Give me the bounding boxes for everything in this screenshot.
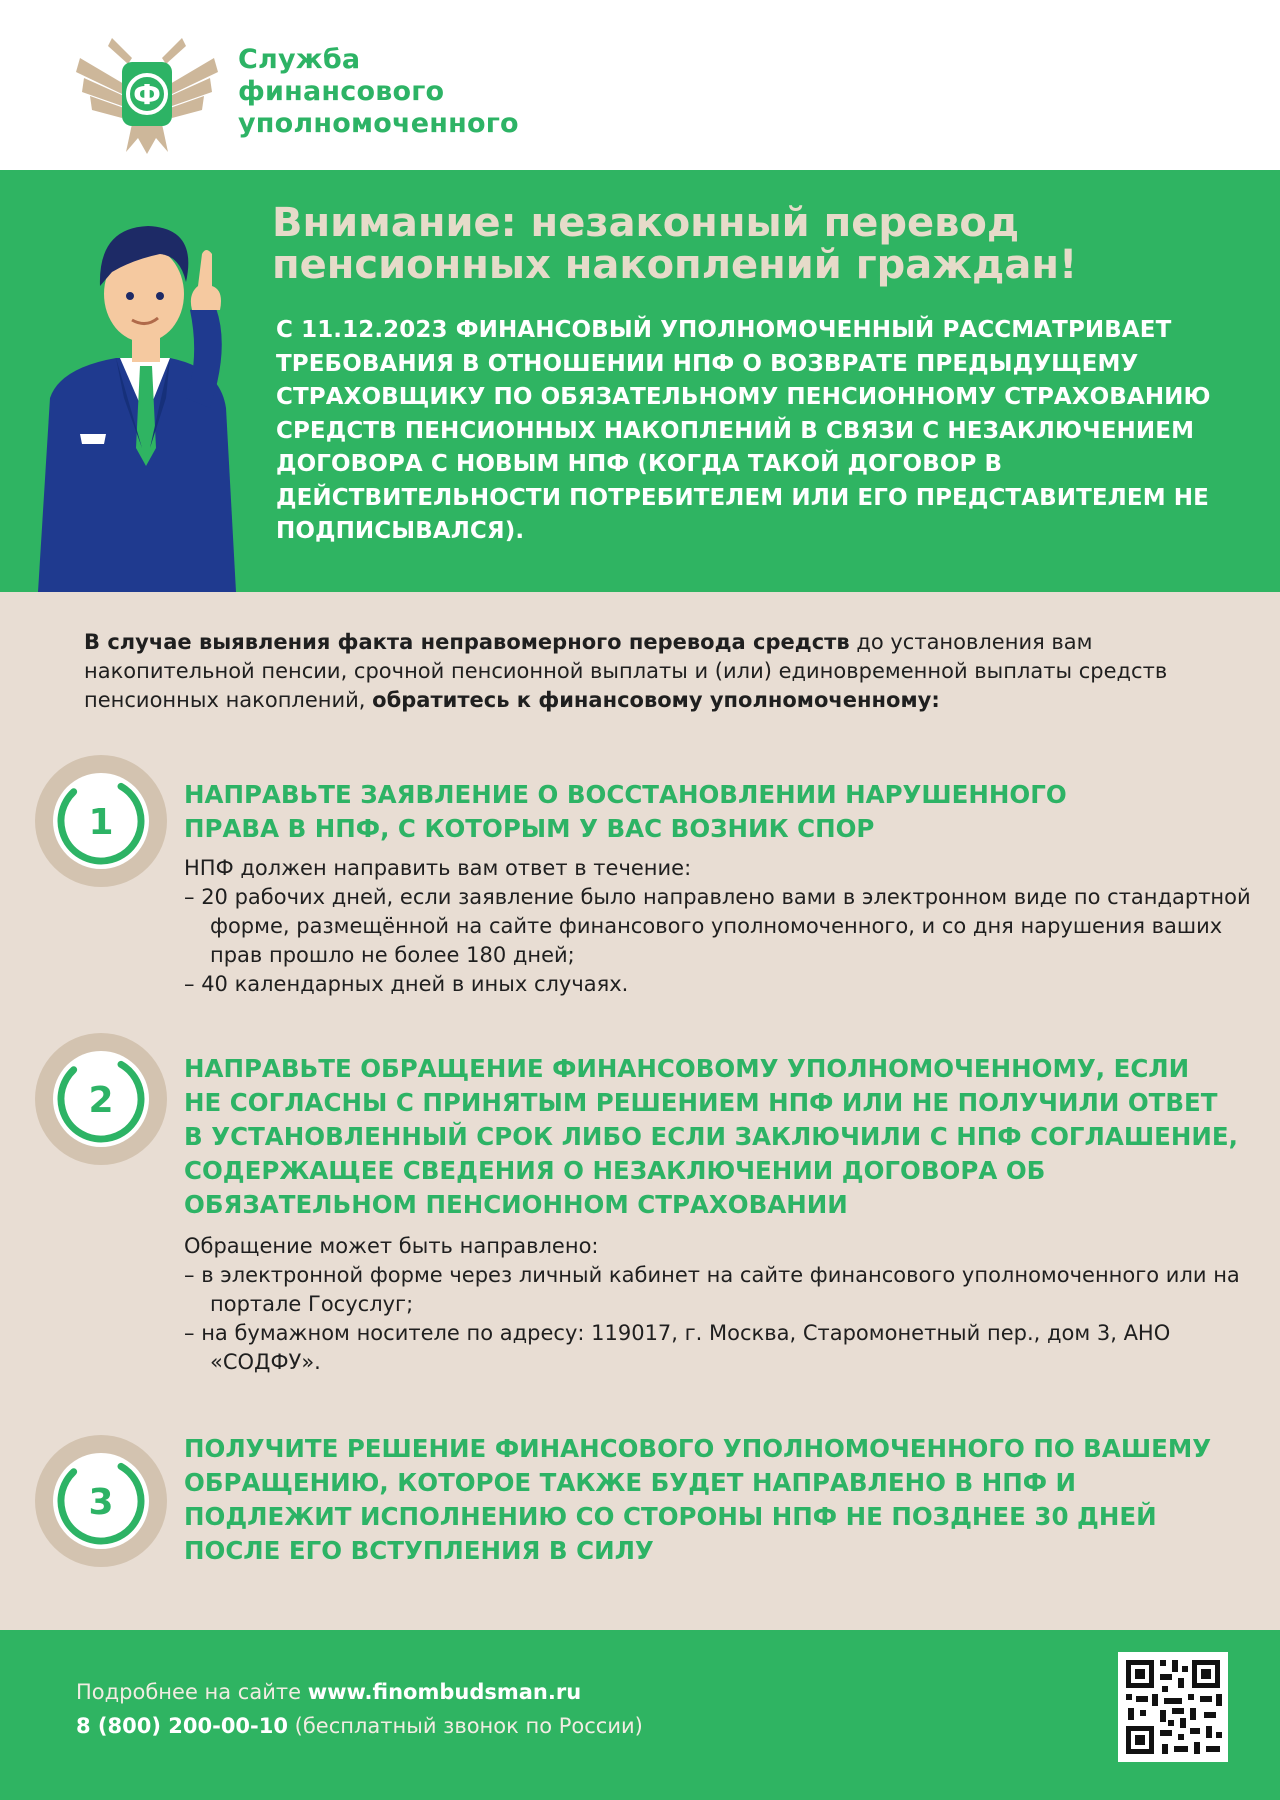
step-body bbox=[184, 854, 1254, 999]
step-title-line: ПОСЛЕ ЕГО ВСТУПЛЕНИЯ В СИЛУ bbox=[184, 1536, 654, 1565]
step-title-line: ПРАВА В НПФ, С КОТОРЫМ У ВАС ВОЗНИК СПОР bbox=[184, 814, 875, 843]
step-number: 1 bbox=[88, 802, 114, 843]
footer-site-link[interactable]: www.finombudsman.ru bbox=[307, 1680, 582, 1704]
step-title bbox=[184, 1052, 1254, 1222]
list-item: – на бумажном носителе по адресу: 119017, г. Москва, Старомонетный пер., дом 3, АНО «СОДФУ». bbox=[184, 1319, 1254, 1377]
hero-title bbox=[272, 202, 1252, 286]
org-name-line: уполномоченного bbox=[238, 108, 519, 139]
emblem-letter: Ф bbox=[133, 78, 161, 111]
footer-site-prefix: Подробнее на сайте bbox=[76, 1680, 308, 1704]
step-body bbox=[184, 1232, 1254, 1377]
hero-title-line: пенсионных накоплений граждан! bbox=[272, 242, 1078, 288]
step-number-badge bbox=[32, 752, 170, 890]
footer-phone-line bbox=[76, 1714, 643, 1738]
step-title-line: ПОДЛЕЖИТ ИСПОЛНЕНИЮ СО СТОРОНЫ НПФ НЕ ПОЗДНЕЕ 30 ДНЕЙ bbox=[184, 1502, 1157, 1531]
intro-paragraph bbox=[84, 628, 1224, 715]
step-title bbox=[184, 778, 1254, 846]
step-number: 3 bbox=[88, 1482, 114, 1523]
step-title-line: НАПРАВЬТЕ ОБРАЩЕНИЕ ФИНАНСОВОМУ УПОЛНОМОЧЕННОМУ, ЕСЛИ bbox=[184, 1054, 1190, 1083]
step-title-line: ПОЛУЧИТЕ РЕШЕНИЕ ФИНАНСОВОГО УПОЛНОМОЧЕННОГО ПО ВАШЕМУ bbox=[184, 1434, 1212, 1463]
org-name-line: финансового bbox=[238, 76, 445, 107]
step-title-line: СОДЕРЖАЩЕЕ СВЕДЕНИЯ О НЕЗАКЛЮЧЕНИИ ДОГОВОРА ОБ bbox=[184, 1156, 1046, 1185]
step-lead: НПФ должен направить вам ответ в течение: bbox=[184, 856, 692, 880]
footer bbox=[0, 1630, 1280, 1800]
step-title-line: ОБЯЗАТЕЛЬНОМ ПЕНСИОННОМ СТРАХОВАНИИ bbox=[184, 1190, 848, 1219]
list-item: – 20 рабочих дней, если заявление было направлено вами в электронном виде по стандартной форме, размещённой на сайте финансового уполномоченного, и со дня нарушения ваших прав прошло не более 180 дней; bbox=[184, 883, 1254, 970]
footer-site-line bbox=[76, 1680, 581, 1704]
intro-middle: до установления вам накопительной пенсии, срочной пенсионной выплаты и (или) единовременной выплаты средств пенсионных накоплений, bbox=[84, 630, 1168, 712]
hero-title-line: Внимание: незаконный перевод bbox=[272, 200, 1020, 246]
footer-phone-note: (бесплатный звонок по России) bbox=[287, 1714, 643, 1738]
organization-name bbox=[238, 44, 638, 140]
list-item: – в электронной форме через личный кабинет на сайте финансового уполномоченного или на портале Госуслуг; bbox=[184, 1261, 1254, 1319]
step-title-line: ОБРАЩЕНИЮ, КОТОРОЕ ТАКЖЕ БУДЕТ НАПРАВЛЕНО В НПФ И bbox=[184, 1468, 1077, 1497]
step-number-badge bbox=[32, 1432, 170, 1570]
intro-bold-end: обратитесь к финансовому уполномоченному: bbox=[372, 688, 940, 712]
step-number-badge bbox=[32, 1030, 170, 1168]
intro-bold-start: В случае выявления факта неправомерного перевода средств bbox=[84, 630, 850, 654]
step-number: 2 bbox=[88, 1080, 114, 1121]
list-item: – 40 календарных дней в иных случаях. bbox=[184, 970, 1254, 999]
eagle-emblem-icon bbox=[72, 28, 222, 156]
step-title bbox=[184, 1432, 1254, 1568]
step-title-line: НЕ СОГЛАСНЫ С ПРИНЯТЫМ РЕШЕНИЕМ НПФ ИЛИ НЕ ПОЛУЧИЛИ ОТВЕТ bbox=[184, 1088, 1218, 1117]
step-lead: Обращение может быть направлено: bbox=[184, 1234, 599, 1258]
step-title-line: НАПРАВЬТЕ ЗАЯВЛЕНИЕ О ВОССТАНОВЛЕНИИ НАРУШЕННОГО bbox=[184, 780, 1067, 809]
footer-phone[interactable]: 8 (800) 200-00-10 bbox=[76, 1714, 288, 1738]
qr-code-icon bbox=[1118, 1652, 1228, 1762]
hero-banner bbox=[0, 170, 1280, 592]
hero-notice-text: С 11.12.2023 ФИНАНСОВЫЙ УПОЛНОМОЧЕННЫЙ РАССМАТРИВАЕТ ТРЕБОВАНИЯ В ОТНОШЕНИИ НПФ О ВОЗВРАТЕ ПРЕДЫДУЩЕМУ СТРАХОВЩИКУ ПО ОБЯЗАТЕЛЬНОМУ ПЕНСИОННОМУ СТРАХОВАНИЮ СРЕДСТВ ПЕНСИОННЫХ НАКОПЛЕНИЙ В СВЯЗИ С НЕЗАКЛЮЧЕНИЕМ ДОГОВОРА С НОВЫМ НПФ (КОГДА ТАКОЙ ДОГОВОР В ДЕЙСТВИТЕЛЬНОСТИ ПОТРЕБИТЕЛЕМ ИЛИ ЕГО ПРЕДСТАВИТЕЛЕМ НЕ ПОДПИСЫВАЛСЯ). bbox=[276, 317, 1211, 544]
org-name-line: Служба bbox=[238, 44, 361, 75]
businessman-pointing-up-icon bbox=[20, 198, 270, 592]
step-title-line: В УСТАНОВЛЕННЫЙ СРОК ЛИБО ЕСЛИ ЗАКЛЮЧИЛИ С НПФ СОГЛАШЕНИЕ, bbox=[184, 1122, 1238, 1151]
header bbox=[0, 0, 1280, 170]
